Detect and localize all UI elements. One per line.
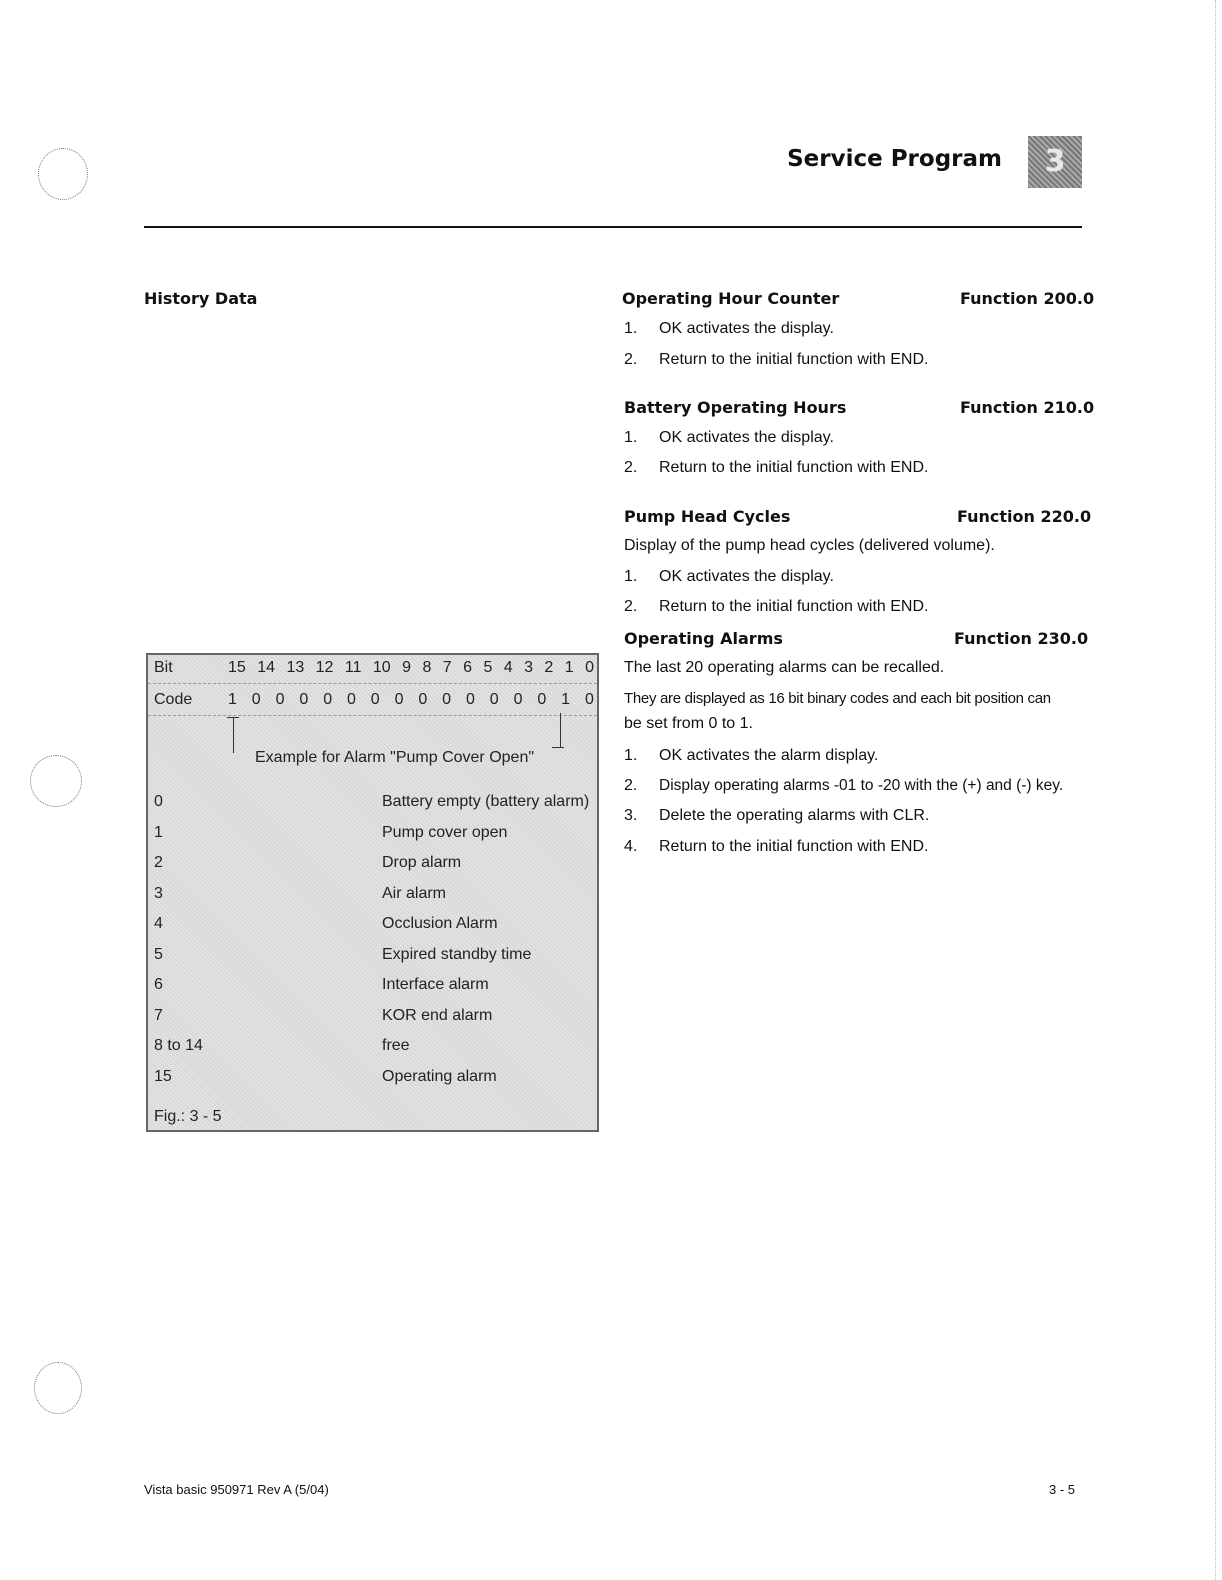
- code-value: 0: [513, 691, 523, 708]
- paragraph-text: Display of the pump head cycles (delivered volume).: [624, 537, 995, 554]
- footer-document-id: Vista basic 950971 Rev A (5/04): [144, 1482, 329, 1497]
- code-value: 0: [418, 691, 428, 708]
- bit-positions: [228, 659, 594, 677]
- alarm-row: [148, 910, 597, 940]
- step-text: Return to the initial function with END.: [659, 459, 929, 476]
- bit-position: 10: [372, 659, 391, 676]
- alarm-bit: 7: [154, 1007, 163, 1024]
- code-row: [148, 687, 597, 716]
- history-data-title: History Data: [144, 289, 258, 308]
- code-value: 0: [299, 691, 309, 708]
- figure-caption: Fig.: 3 - 5: [154, 1108, 222, 1125]
- binder-hole-middle: [30, 755, 82, 807]
- alarm-row: [148, 788, 597, 818]
- alarm-bit: 2: [154, 854, 163, 871]
- code-value: 0: [584, 691, 594, 708]
- bit-position: 11: [344, 659, 362, 676]
- alarm-bit: 1: [154, 824, 163, 841]
- code-value: 0: [465, 691, 475, 708]
- bit-position: 14: [257, 659, 276, 676]
- alarm-description: Operating alarm: [382, 1068, 497, 1085]
- section-title-operating-alarms: Operating Alarms: [624, 629, 783, 648]
- code-value: 0: [489, 691, 499, 708]
- alarm-description: KOR end alarm: [382, 1007, 493, 1024]
- step-number: 2.: [624, 351, 638, 368]
- bit-position: 8: [422, 659, 432, 676]
- alarm-bit: 8 to 14: [154, 1037, 203, 1054]
- alarm-description: free: [382, 1037, 410, 1054]
- code-label: Code: [154, 691, 193, 708]
- step-number: 1.: [624, 568, 638, 585]
- page-edge: [1215, 0, 1216, 1580]
- step-number: 2.: [624, 598, 638, 615]
- alarm-row: [148, 819, 597, 849]
- bracket-right: [560, 713, 561, 747]
- alarm-bit: 4: [154, 915, 163, 932]
- code-value: 0: [275, 691, 285, 708]
- section-title-operating-hour-counter: Operating Hour Counter: [622, 289, 840, 308]
- step-text: Display operating alarms -01 to -20 with the (+) and (-) key.: [659, 777, 1064, 794]
- alarm-description: Expired standby time: [382, 946, 532, 963]
- alarm-description: Drop alarm: [382, 854, 462, 871]
- bracket-left-cap: [227, 717, 239, 718]
- step-number: 2.: [624, 459, 638, 476]
- binder-hole-top: [38, 148, 88, 200]
- bit-position: 1: [564, 659, 574, 676]
- bit-position: 12: [315, 659, 334, 676]
- function-label-220: Function 220.0: [957, 507, 1092, 526]
- alarm-description: Occlusion Alarm: [382, 915, 498, 932]
- alarm-row: [148, 1002, 597, 1032]
- code-value: 1: [228, 691, 237, 708]
- step-text: Return to the initial function with END.: [659, 838, 929, 855]
- alarm-row: [148, 1032, 597, 1062]
- alarm-row: [148, 880, 597, 910]
- function-label-200: Function 200.0: [960, 289, 1095, 308]
- code-value: 0: [370, 691, 380, 708]
- code-value: 0: [394, 691, 404, 708]
- bracket-left: [233, 717, 234, 753]
- bracket-right-cap: [552, 747, 564, 748]
- function-label-210: Function 210.0: [960, 398, 1095, 417]
- section-title-battery-operating-hours: Battery Operating Hours: [624, 398, 847, 417]
- step-number: 1.: [624, 747, 638, 764]
- chapter-number-box: 3: [1028, 136, 1082, 188]
- step-number: 3.: [624, 807, 638, 824]
- alarm-description: Pump cover open: [382, 824, 508, 841]
- bit-row: [148, 655, 597, 684]
- alarm-row: [148, 971, 597, 1001]
- bit-position: 5: [483, 659, 493, 676]
- step-number: 2.: [624, 777, 638, 794]
- function-label-230: Function 230.0: [954, 629, 1089, 648]
- bit-position: 9: [402, 659, 412, 676]
- bit-position: 4: [503, 659, 513, 676]
- step-text: OK activates the display.: [659, 429, 834, 446]
- alarm-row: [148, 849, 597, 879]
- code-value: 0: [251, 691, 261, 708]
- step-number: 1.: [624, 429, 638, 446]
- step-text: Delete the operating alarms with CLR.: [659, 807, 930, 824]
- header-rule: [144, 226, 1082, 228]
- step-text: Return to the initial function with END.: [659, 598, 929, 615]
- alarm-bit: 3: [154, 885, 163, 902]
- alarm-bit: 6: [154, 976, 163, 993]
- bit-position: 15: [228, 659, 246, 676]
- alarm-bit: 5: [154, 946, 163, 963]
- code-value: 0: [537, 691, 547, 708]
- bit-position: 13: [286, 659, 305, 676]
- alarm-row: [148, 941, 597, 971]
- section-title-pump-head-cycles: Pump Head Cycles: [624, 507, 791, 526]
- code-value: 1: [561, 691, 571, 708]
- paragraph-text: They are displayed as 16 bit binary codes and each bit position can: [624, 690, 1051, 707]
- step-number: 4.: [624, 838, 638, 855]
- bit-position: 2: [544, 659, 554, 676]
- bit-position: 6: [463, 659, 473, 676]
- paragraph-text: The last 20 operating alarms can be recalled.: [624, 659, 945, 676]
- step-text: OK activates the display.: [659, 568, 834, 585]
- bit-position: 3: [524, 659, 533, 676]
- binder-hole-bottom: [34, 1362, 82, 1414]
- alarm-bit: 15: [154, 1068, 172, 1085]
- footer-page-number: 3 - 5: [1049, 1482, 1076, 1497]
- example-caption: Example for Alarm "Pump Cover Open": [255, 749, 535, 766]
- alarm-description: Battery empty (battery alarm): [382, 793, 590, 810]
- alarm-description: Air alarm: [382, 885, 447, 902]
- code-values: [228, 691, 594, 709]
- alarm-row: [148, 1063, 597, 1093]
- bit-label: Bit: [154, 659, 173, 676]
- bit-position: 0: [585, 659, 594, 676]
- code-value: 0: [323, 691, 333, 708]
- step-text: OK activates the display.: [659, 320, 834, 337]
- step-text: OK activates the alarm display.: [659, 747, 879, 764]
- bit-code-figure: [146, 653, 599, 1132]
- alarm-bit: 0: [154, 793, 163, 810]
- page-header-title: Service Program: [787, 146, 1002, 172]
- bit-position: 7: [442, 659, 452, 676]
- code-value: 0: [442, 691, 452, 708]
- step-number: 1.: [624, 320, 638, 337]
- paragraph-text: be set from 0 to 1.: [624, 715, 753, 732]
- step-text: Return to the initial function with END.: [659, 351, 929, 368]
- alarm-description: Interface alarm: [382, 976, 489, 993]
- code-value: 0: [346, 691, 356, 708]
